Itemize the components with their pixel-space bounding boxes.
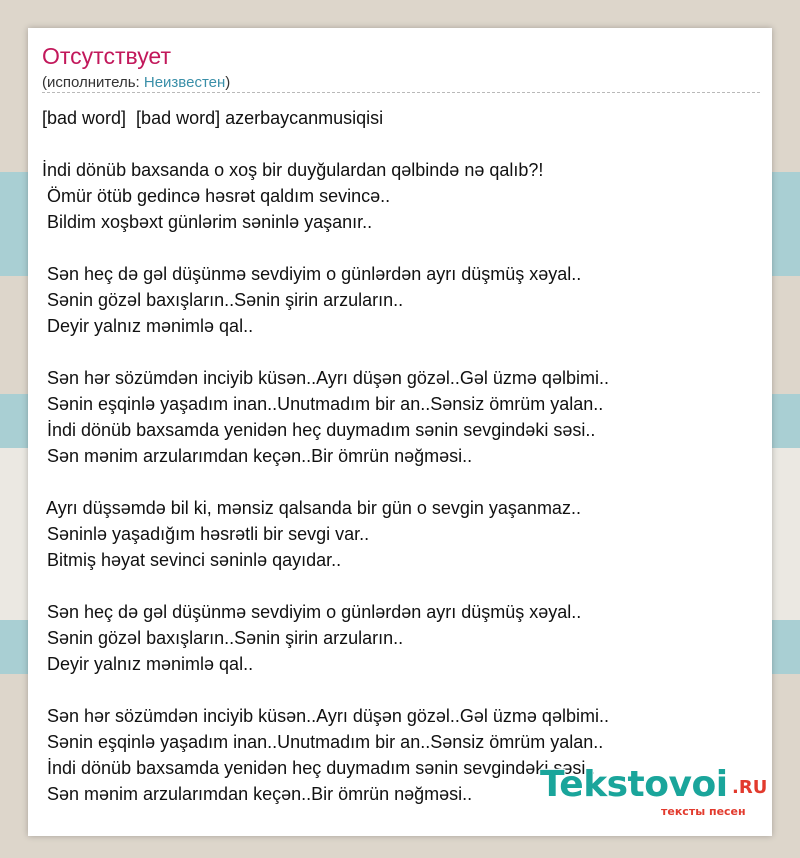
divider <box>42 92 760 93</box>
logo-wordmark: Tekstovoi <box>540 764 728 805</box>
song-title: Отсутствует <box>42 43 171 69</box>
lyrics-card <box>28 28 772 836</box>
lyrics-line: İndi dönüb baxsamda yenidən heç duymadım sənin sevgindəki səsi.. <box>42 758 596 778</box>
lyrics-line: Sənin gözəl baxışların..Sənin şirin arzuların.. <box>42 290 404 310</box>
site-logo[interactable] <box>540 764 780 834</box>
lyrics-line <box>42 469 762 495</box>
lyrics-line: Sənin eşqinlə yaşadım inan..Unutmadım bir an..Sənsiz ömrüm yalan.. <box>42 394 604 414</box>
lyrics-line: [bad word] [bad word] azerbaycanmusiqisi <box>42 108 384 128</box>
lyrics-line: İndi dönüb baxsamda yenidən heç duymadım sənin sevgindəki səsi.. <box>42 420 596 440</box>
artist-suffix: ) <box>225 74 231 91</box>
lyrics-line: Deyir yalnız mənimlə qal.. <box>42 654 254 674</box>
lyrics-line: Sən mənim arzularımdan keçən..Bir ömrün nəğməsi.. <box>42 446 473 466</box>
lyrics-line: Ayrı düşsəmdə bil ki, mənsiz qalsanda bir gün o sevgin yaşanmaz.. <box>42 498 581 518</box>
lyrics-line: Bitmiş həyat sevinci səninlə qayıdar.. <box>42 550 342 570</box>
lyrics-line <box>42 131 762 157</box>
lyrics-line: Sənin eşqinlə yaşadım inan..Unutmadım bir an..Sənsiz ömrüm yalan.. <box>42 732 604 752</box>
lyrics-line: Sən heç də gəl düşünmə sevdiyim o günlərdən ayrı düşmüş xəyal.. <box>42 602 582 622</box>
logo-domain: .RU <box>732 777 768 798</box>
artist-prefix: (исполнитель: <box>42 74 144 91</box>
lyrics-line: Sən heç də gəl düşünmə sevdiyim o günlərdən ayrı düşmüş xəyal.. <box>42 264 582 284</box>
lyrics-line: İndi dönüb baxsanda o xoş bir duyğulardan qəlbində nə qalıb?! <box>42 160 544 180</box>
lyrics-line <box>42 677 762 703</box>
lyrics-line: Sənin gözəl baxışların..Sənin şirin arzuların.. <box>42 628 404 648</box>
lyrics-line: Deyir yalnız mənimlə qal.. <box>42 316 254 336</box>
lyrics-line: Sən hər sözümdən inciyib küsən..Ayrı düşən gözəl..Gəl üzmə qəlbimi.. <box>42 706 609 726</box>
lyrics-line: Sən hər sözümdən inciyib küsən..Ayrı düşən gözəl..Gəl üzmə qəlbimi.. <box>42 368 609 388</box>
logo-tagline: тексты песен <box>661 805 746 818</box>
lyrics-line: Bildim xoşbəxt günlərim səninlə yaşanır.. <box>42 212 373 232</box>
artist-line <box>42 74 230 91</box>
lyrics-line: Sən mənim arzularımdan keçən..Bir ömrün nəğməsi.. <box>42 784 473 804</box>
lyrics-line: Səninlə yaşadığım həsrətli bir sevgi var.. <box>42 524 370 544</box>
lyrics-line: Ömür ötüb gedincə həsrət qaldım sevincə.. <box>42 186 391 206</box>
artist-link[interactable]: Неизвестен <box>143 74 226 91</box>
lyrics-line <box>42 235 762 261</box>
lyrics-text <box>42 105 762 807</box>
lyrics-line <box>42 573 762 599</box>
lyrics-line <box>42 339 762 365</box>
